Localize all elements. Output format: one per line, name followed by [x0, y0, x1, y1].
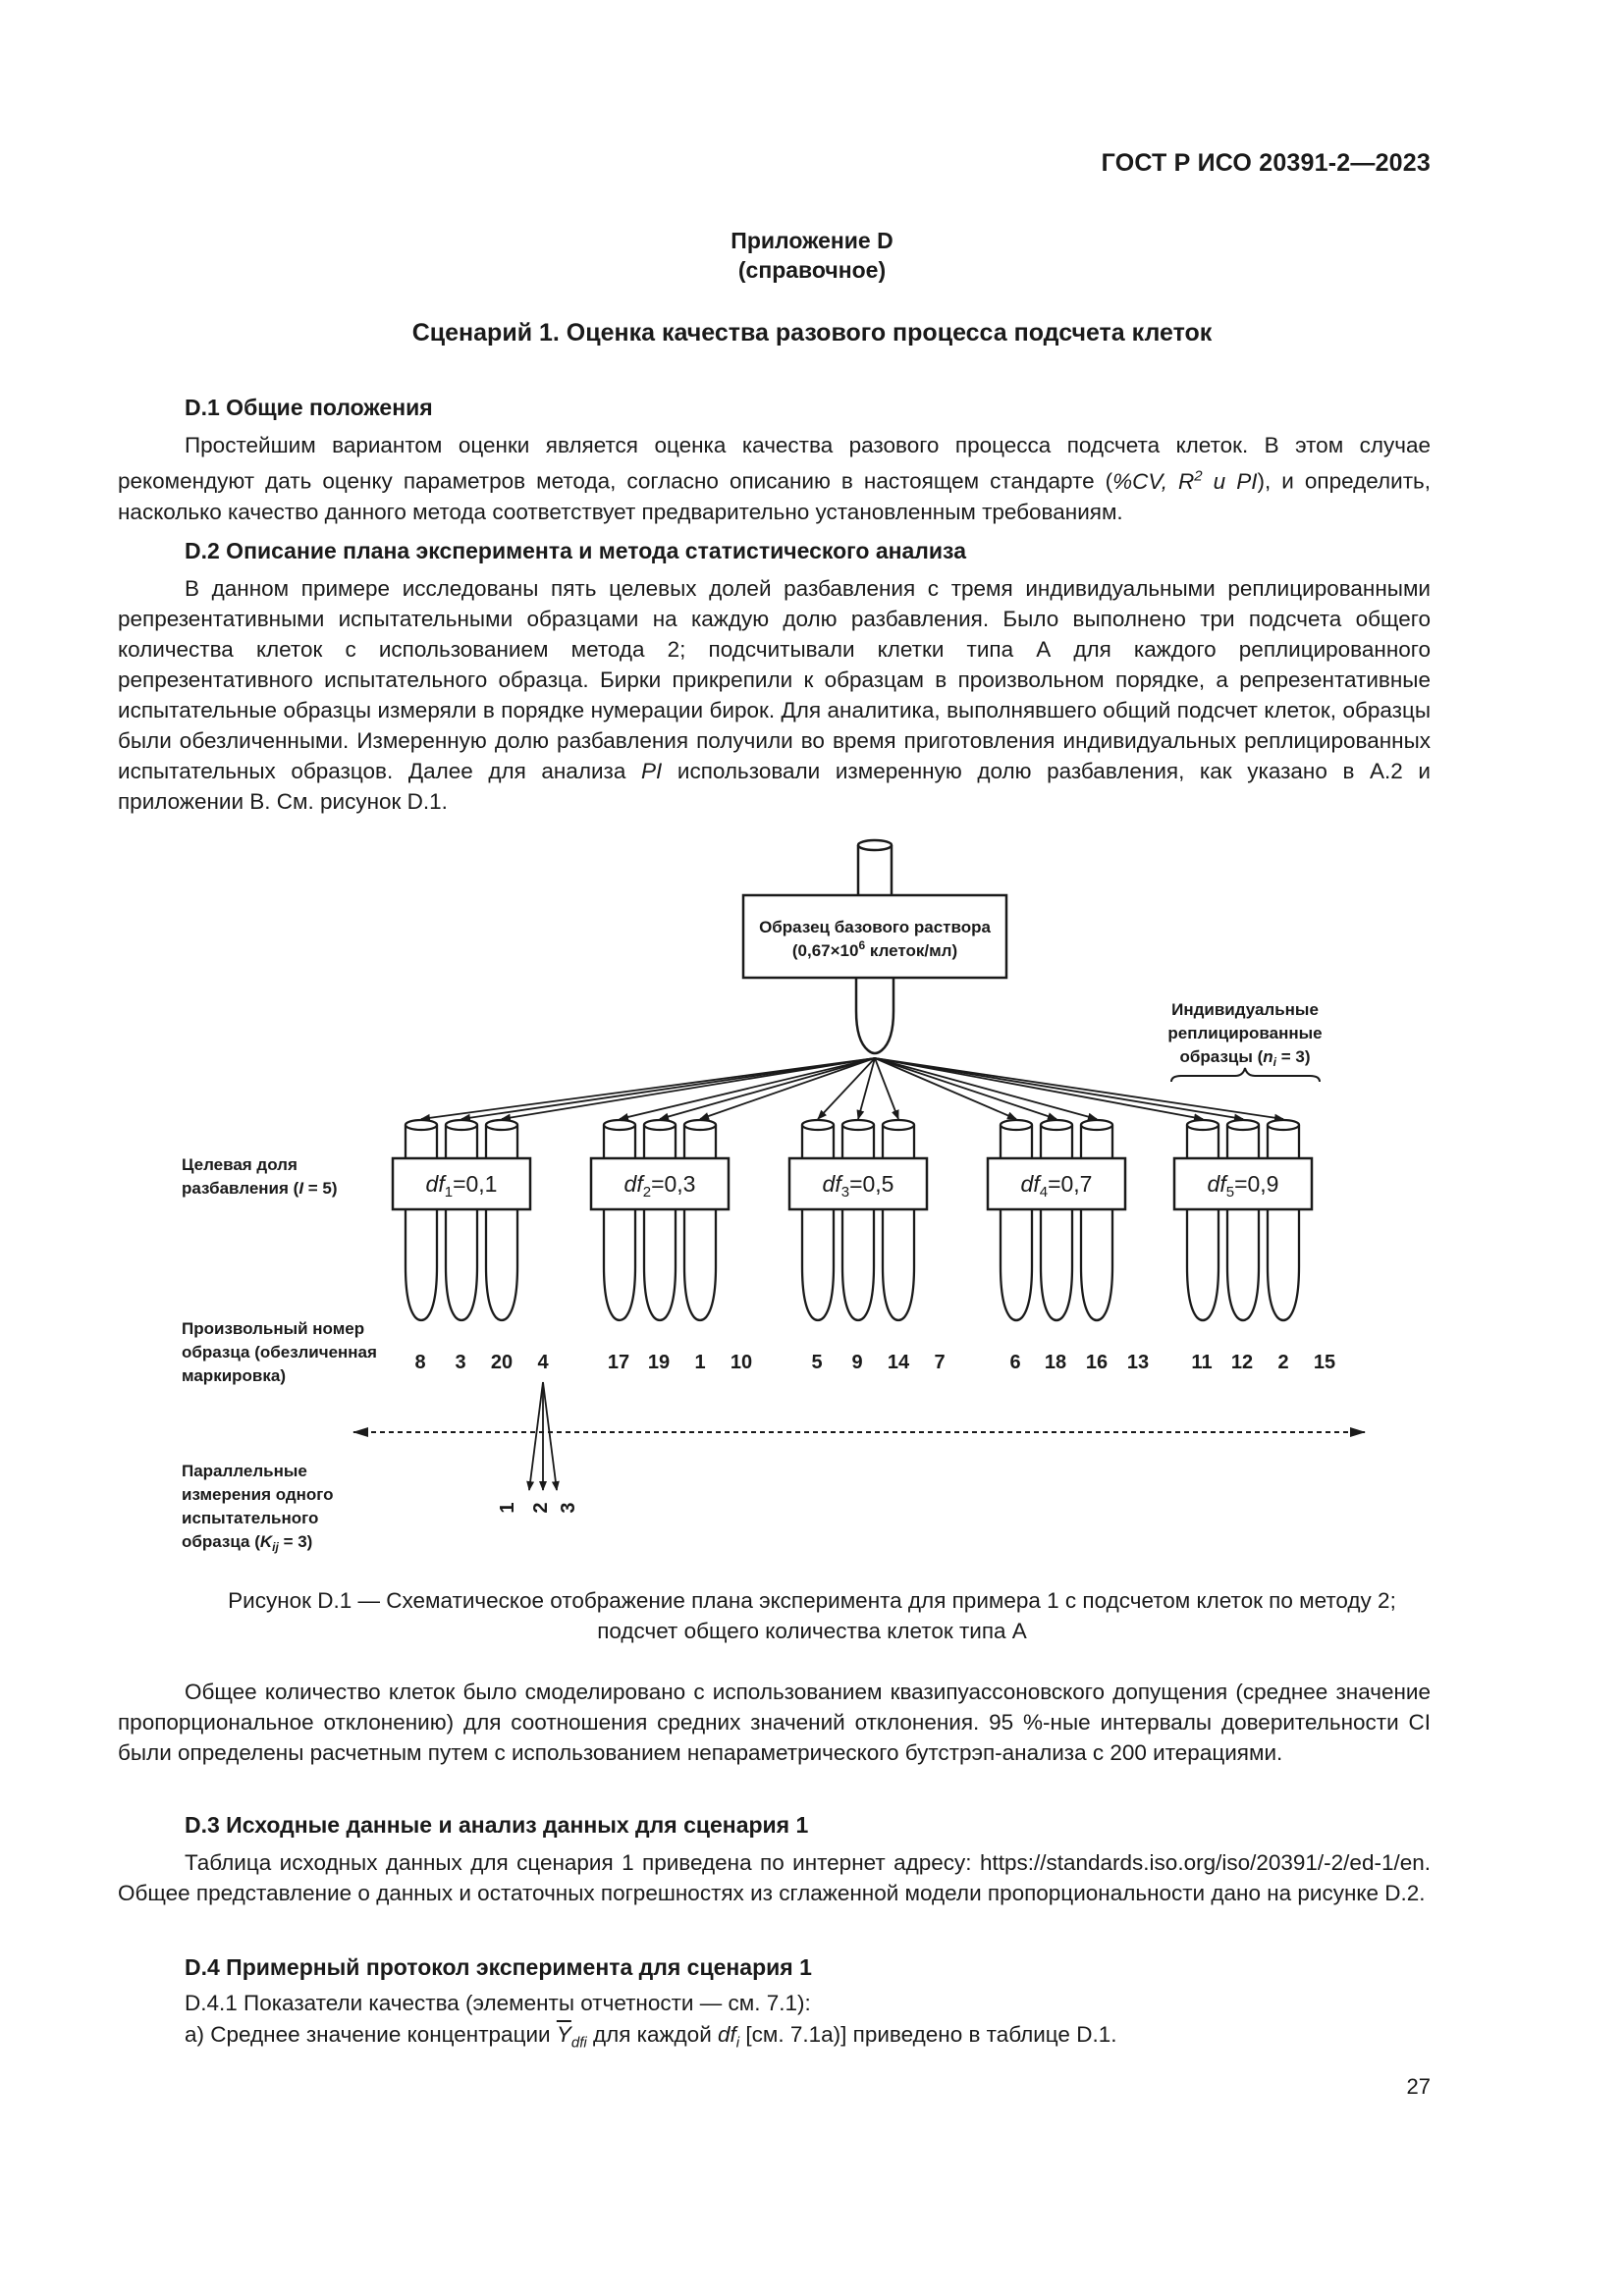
stock-label-line2: ($0,67\times 10^6$ клеток/мл): [791, 938, 958, 960]
sample-number: 1: [694, 1352, 706, 1373]
sample-tube: [1187, 1125, 1218, 1320]
figure-caption-line2: подсчет общего количества клеток типа А: [597, 1619, 1027, 1643]
measurement-label-3: 3: [558, 1502, 579, 1514]
sample-number: 19: [647, 1352, 671, 1373]
replicates-label-line1: Индивидуальные: [1171, 1000, 1319, 1019]
random-number-label-line3: маркировка): [182, 1366, 286, 1385]
replicates-brace: [1171, 1068, 1320, 1082]
target-dilution-label-line2: разбавления (I = 5): [182, 1179, 338, 1198]
sample-number: 10: [730, 1352, 753, 1373]
tube-cap: [406, 1120, 437, 1130]
tube-cap: [1081, 1120, 1112, 1130]
dilution-label: $df_2=0,3$: [623, 1171, 696, 1201]
tube-cap: [1187, 1120, 1218, 1130]
measurement-label-2: 2: [530, 1502, 552, 1514]
tube-cap: [446, 1120, 477, 1130]
sample-number: 18: [1044, 1352, 1067, 1373]
chapter-title: Сценарий 1. Оценка качества разового процесса подсчета клеток: [411, 319, 1213, 347]
stock-box: [743, 895, 1006, 978]
dilution-label: $df_3=0,5$: [822, 1171, 894, 1201]
after-figure-paragraph: Общее количество клеток было смоделировано с использованием квазипуассоновского допущения (среднее значение пропорциональное отклонению) для соотношения средних значений отклонения. 95 %-ные интервалы доверительности CI были определены расчетным путем с использованием непараметрического бутстрэп-анализа с 200 итерациями.: [118, 1680, 1431, 1765]
replicates-label-line3: образцы $(n_i = 3)$: [1179, 1047, 1311, 1069]
parallel-measurement-arrows: [529, 1382, 557, 1490]
dilution-label: $df_4=0,7$: [1020, 1171, 1093, 1201]
sample-number: 2: [1277, 1352, 1289, 1373]
sample-tube: [802, 1125, 834, 1320]
sample-tube: [1001, 1125, 1032, 1320]
sample-number: 3: [455, 1352, 466, 1373]
annex-kind: (справочное): [737, 257, 887, 283]
target-dilution-label-line1: Целевая доля: [182, 1155, 298, 1174]
section-d3-heading: D.3 Исходные данные и анализ данных для сценария 1: [185, 1812, 809, 1838]
tube-cap: [486, 1120, 517, 1130]
sample-number: 9: [851, 1352, 863, 1373]
tube-cap: [684, 1120, 716, 1130]
parallel-label-line4: образца $(K_{ij} = 3)$: [182, 1532, 313, 1554]
replicates-label-line2: реплицированные: [1167, 1024, 1323, 1042]
dilution-groups: [393, 1120, 1335, 1373]
sample-tube: [604, 1125, 635, 1320]
stock-label-line1: Образец базового раствора: [759, 918, 991, 936]
sample-number: 4: [537, 1352, 549, 1373]
section-d3-paragraph: Таблица исходных данных для сценария 1 приведена по интернет адресу: https://standards.iso.org/iso/20391/-2/ed-1/en. Общее представление о данных и остаточных погрешностях из сглаженной модели пропорциональности дано на рисунке D.2.: [118, 1850, 1431, 1905]
sample-tube: [406, 1125, 437, 1320]
sample-number: 20: [490, 1352, 514, 1373]
sample-number: 11: [1191, 1352, 1213, 1373]
sample-tube: [1268, 1125, 1299, 1320]
section-d1-paragraph: Простейшим вариантом оценки является оценка качества разового процесса подсчета клеток. В этом случае рекомендуют дать оценку параметров метода, согласно описанию в настоящем стандарте (%CV, $R^2$ и PI), и определить, насколько качество данного метода соответствует предварительно установленным требованиям.: [118, 433, 1431, 524]
page-number: 27: [1406, 2074, 1431, 2099]
section-d4-heading: D.4 Примерный протокол эксперимента для сценария 1: [185, 1954, 812, 1980]
tube-cap: [1041, 1120, 1072, 1130]
sample-tube: [486, 1125, 517, 1320]
distribution-arrows: [421, 1058, 1283, 1119]
figure-caption-line1: Рисунок D.1 — Схематическое отображение плана эксперимента для примера 1 с подсчетом клеток по методу 2;: [228, 1588, 1396, 1613]
parallel-label-line2: измерения одного: [182, 1485, 334, 1504]
sample-tube: [1227, 1125, 1259, 1320]
sample-number: 14: [887, 1352, 910, 1373]
random-number-label-line2: образца (обезличенная: [182, 1343, 377, 1362]
sample-number: 17: [607, 1352, 630, 1373]
dilution-group-1: [393, 1120, 549, 1373]
annex-title: Приложение D: [731, 228, 893, 253]
dilution-group-3: [789, 1120, 946, 1373]
measurement-label-1: 1: [497, 1502, 518, 1514]
sample-number: 6: [1009, 1352, 1021, 1373]
sample-tube: [644, 1125, 676, 1320]
sample-tube: [446, 1125, 477, 1320]
sample-number: 15: [1313, 1352, 1336, 1373]
sample-tube: [684, 1125, 716, 1320]
parallel-label-line1: Параллельные: [182, 1462, 307, 1480]
tube-cap: [842, 1120, 874, 1130]
sample-number: 5: [811, 1352, 823, 1373]
section-d2-paragraph: В данном примере исследованы пять целевых долей разбавления с тремя индивидуальными реплицированными репрезентативными испытательными образцами на каждую долю разбавления. Было выполнено три подсчета общего количества клеток с использованием метода 2; подсчитывали клетки типа А для каждого реплицированного репрезентативного испытательного образца. Бирки прикрепили к образцам в произвольном порядке, а репрезентативные испытательные образцы измеряли в порядке нумерации бирок. Для аналитика, выполнявшего общий подсчет клеток, образцы были обезличенными. Измеренную долю разбавления получили во время приготовления индивидуальных реплицированных испытательных образцов. Далее для анализа PI использовали измеренную долю разбавления, как указано в А.2 и приложении В. См. рисунок D.1.: [118, 576, 1431, 814]
dilution-group-2: [591, 1120, 752, 1373]
tube-cap: [883, 1120, 914, 1130]
document-code: ГОСТ Р ИСО 20391-2—2023: [1101, 149, 1431, 177]
tube-cap: [644, 1120, 676, 1130]
tube-cap: [1268, 1120, 1299, 1130]
sample-number: 16: [1085, 1352, 1109, 1373]
dilution-group-5: [1174, 1120, 1335, 1373]
sample-tube: [1081, 1125, 1112, 1320]
dilution-label: $df_1=0,1$: [425, 1171, 498, 1201]
section-d1-heading: D.1 Общие положения: [185, 395, 433, 420]
sample-tube: [842, 1125, 874, 1320]
dilution-group-4: [988, 1120, 1149, 1373]
figure-d1-diagram: [0, 825, 1624, 1561]
tube-cap: [802, 1120, 834, 1130]
section-d4-line2: а) Среднее значение концентрации $\overline{Y}_{dfi}$ для каждой $df_i$ [см. 7.1а)] приведено в таблице D.1.: [185, 2022, 1117, 2052]
sample-number: 7: [934, 1352, 946, 1373]
tube-cap: [604, 1120, 635, 1130]
tube-cap: [1001, 1120, 1032, 1130]
tube-cap: [1227, 1120, 1259, 1130]
dilution-label: $df_5=0,9$: [1207, 1171, 1279, 1201]
sample-number: 12: [1230, 1352, 1254, 1373]
sample-tube: [883, 1125, 914, 1320]
section-d2-heading: D.2 Описание плана эксперимента и метода статистического анализа: [185, 538, 966, 563]
random-number-label-line1: Произвольный номер: [182, 1319, 365, 1338]
sample-tube: [1041, 1125, 1072, 1320]
parallel-label-line3: испытательного: [182, 1509, 319, 1527]
sample-number: 13: [1126, 1352, 1150, 1373]
section-d4-line1: D.4.1 Показатели качества (элементы отчетности — см. 7.1):: [185, 1991, 811, 2015]
sample-number: 8: [414, 1352, 426, 1373]
